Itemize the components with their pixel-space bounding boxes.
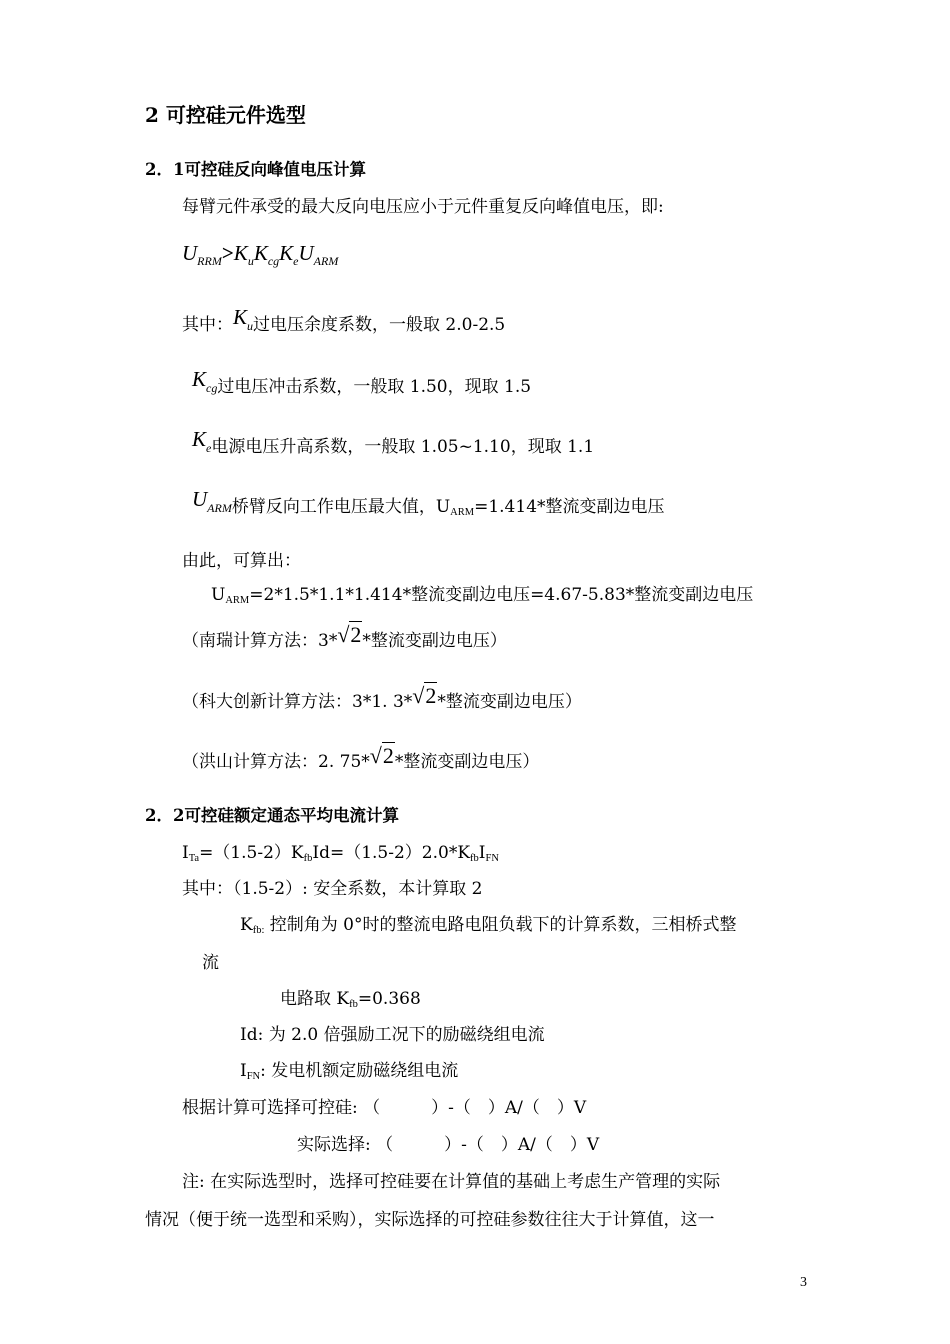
voltage-formula: $U_{RRM}>K_uK_{cg}K_eU_{ARM}$ — [182, 241, 339, 268]
actual-selection: 实际选择: （ ）-（ ）A/（ ）V — [297, 1135, 600, 1155]
kcg-definition: $K_{cg}$过电压冲击系数，一般取 1.50，现取 1.5 — [192, 367, 532, 397]
ku-definition: 其中：$K_u$过电压余度系数，一般取 2.0-2.5 — [182, 305, 506, 335]
page-number: 3 — [800, 1275, 807, 1290]
ke-definition: $K_e$电源电压升高系数，一般取 1.05~1.10，现取 1.1 — [192, 427, 595, 457]
id-definition: Id: 为 2.0 倍强励工况下的励磁绕组电流 — [240, 1025, 545, 1045]
safety-factor-text: 其中：（1.5-2）: 安全系数，本计算取 2 — [182, 879, 483, 899]
uarm-calculation: $U_{ARM}=2*1.5*1.1*1.414*$整流变副边电压=4.67-5.83*整流变副边电压 — [211, 585, 754, 606]
calculated-selection: 根据计算可选择可控硅: （ ）-（ ）A/（ ）V — [182, 1098, 587, 1118]
kfb-value: 电路取 $K_{fb}=0.368$ — [280, 989, 421, 1010]
keda-method: （科大创新计算方法：3*1. 3*√2*整流变副边电压） — [182, 683, 582, 712]
section-2-1-title: 2．1可控硅反向峰值电压计算 — [145, 160, 366, 179]
kfb-definition-wrap: 流 — [202, 953, 219, 973]
hongshan-method: （洪山计算方法：2. 75*√2*整流变副边电压） — [182, 743, 540, 772]
section-2-1-intro: 每臂元件承受的最大反向电压应小于元件重复反向峰值电压，即: — [182, 197, 664, 217]
ifn-definition: $I_{FN}$: 发电机额定励磁绕组电流 — [240, 1061, 459, 1082]
current-formula: $I_{Ta}=(1.5-2)K_{fb}Id=(1.5-2)2.0*K_{fb}I_{FN}$ — [182, 843, 499, 864]
uarm-definition: $U_{ARM}$桥臂反向工作电压最大值，$U_{ARM}=1.414*$整流变副边电压 — [192, 487, 665, 518]
note-line-1: 注: 在实际选型时，选择可控硅要在计算值的基础上考虑生产管理的实际 — [182, 1172, 721, 1192]
therefore-text: 由此，可算出： — [182, 551, 301, 571]
note-line-2: 情况（便于统一选型和采购），实际选择的可控硅参数往往大于计算值，这一 — [145, 1210, 715, 1230]
section-2-2-title: 2．2可控硅额定通态平均电流计算 — [145, 806, 399, 825]
kfb-definition: $K_{fb:}$ 控制角为 0°时的整流电路电阻负载下的计算系数，三相桥式整 — [240, 915, 737, 936]
nanrui-method: （南瑞计算方法：3*√2*整流变副边电压） — [182, 622, 507, 651]
page-title: 2 可控硅元件选型 — [145, 103, 306, 127]
